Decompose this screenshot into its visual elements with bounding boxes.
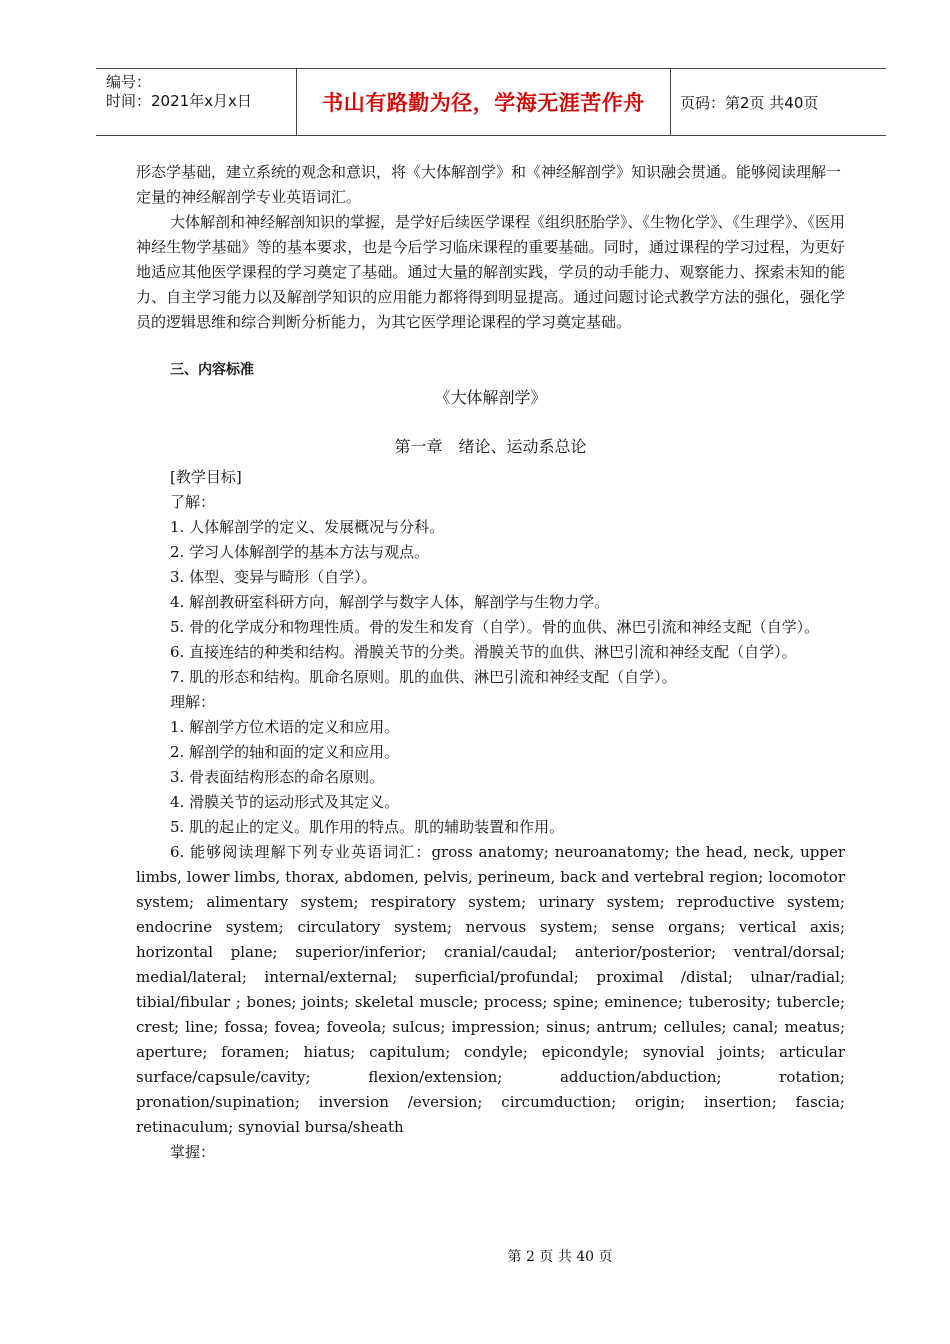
intro-paragraph-2: 大体解剖和神经解剖知识的掌握，是学好后续医学课程《组织胚胎学》、《生物化学》、《生理学》、《医用神经生物学基础》等的基本要求，也是今后学习临床课程的重要基础。同时，通过课程的学习过程，为更好地适应其他医学课程的学习奠定了基础。通过大量的解剖实践，学员的动手能力、观察能力、探索未知的能力、自主学习能力以及解剖学知识的应用能力都将得到明显提高。通过问题讨论式教学方法的强化，强化学员的逻辑思维和综合判断分析能力，为其它医学理论课程的学习奠定基础。 [136,213,846,331]
intro-paragraph-1: 形态学基础，建立系统的观念和意识，将《大体解剖学》和《神经解剖学》知识融会贯通。能够阅读理解一定量的神经解剖学专业英语词汇。 [136,163,842,206]
comprehend-label: 理解： [170,693,216,711]
comprehend-item: 5. 肌的起止的定义。肌作用的特点。肌的辅助装置和作用。 [170,818,565,836]
page-footer: 第 2 页 共 40 页 [507,1249,613,1265]
objective-label: [教学目标] [170,468,242,486]
section-title: 三、内容标准 [170,362,254,378]
understand-item: 1. 人体解剖学的定义、发展概况与分科。 [170,518,445,536]
header-time-label: 时间：2021年x月x日 [106,92,252,110]
comprehend-item: 2. 解剖学的轴和面的定义和应用。 [170,743,400,761]
header-motto: 书山有路勤为径，学海无涯苦作舟 [297,69,671,135]
book-title: 《大体解剖学》 [434,388,547,407]
document-header [96,68,886,136]
master-label: 掌握： [170,1143,216,1161]
understand-item: 5. 骨的化学成分和物理性质。骨的发生和发育（自学）。骨的血供、淋巴引流和神经支配（自学）。 [170,618,820,636]
understand-item: 4. 解剖教研室科研方向，解剖学与数字人体，解剖学与生物力学。 [170,593,610,611]
document-body [136,160,845,1165]
english-vocabulary-item: 6. 能够阅读理解下列专业英语词汇：gross anatomy; neuroanatomy; the head, neck, upper limbs, lower limbs, thorax, abdomen, pelvis, perineum, back and vertebral region; locomotor system; alimentary system; respiratory system; urinary system; reproductive system; endocrine system; circulatory system; nervous system; sense organs; vertical axis; horizontal plane; superior/inferior; cranial/caudal; anterior/posterior; ventral/dorsal; medial/lateral; internal/external; superficial/profundal; proximal /distal; ulnar/radial; tibial/fibular ; bones; joints; skeletal muscle; process; spine; eminence; tuberosity; tubercle; crest; line; fossa; fovea; foveola; sulcus; impression; sinus; antrum; cellules; canal; meatus; aperture; foramen; hiatus; capitulum; condyle; epicondyle; synovial joints; articular surface/capsule/cavity; flexion/extension; adduction/abduction; rotation; pronation/supination; inversion /eversion; circumduction; origin; insertion; fascia; retinaculum; synovial bursa/sheath [136,843,845,1136]
chapter-title: 第一章 绪论、运动系总论 [394,437,587,456]
understand-item: 6. 直接连结的种类和结构。滑膜关节的分类。滑膜关节的血供、淋巴引流和神经支配（自学）。 [170,643,797,661]
comprehend-item: 1. 解剖学方位术语的定义和应用。 [170,718,400,736]
understand-item: 7. 肌的形态和结构。肌命名原则。肌的血供、淋巴引流和神经支配（自学）。 [170,668,677,686]
header-code-label: 编号： [106,73,152,91]
understand-item: 2. 学习人体解剖学的基本方法与观点。 [170,543,430,561]
understand-item: 3. 体型、变异与畸形（自学）。 [170,568,377,586]
header-page-info: 页码：第2页 共40页 [680,93,819,112]
comprehend-item: 4. 滑膜关节的运动形式及其定义。 [170,793,400,811]
header-meta [96,69,297,135]
understand-label: 了解： [170,493,216,511]
comprehend-item: 3. 骨表面结构形态的命名原则。 [170,768,385,786]
